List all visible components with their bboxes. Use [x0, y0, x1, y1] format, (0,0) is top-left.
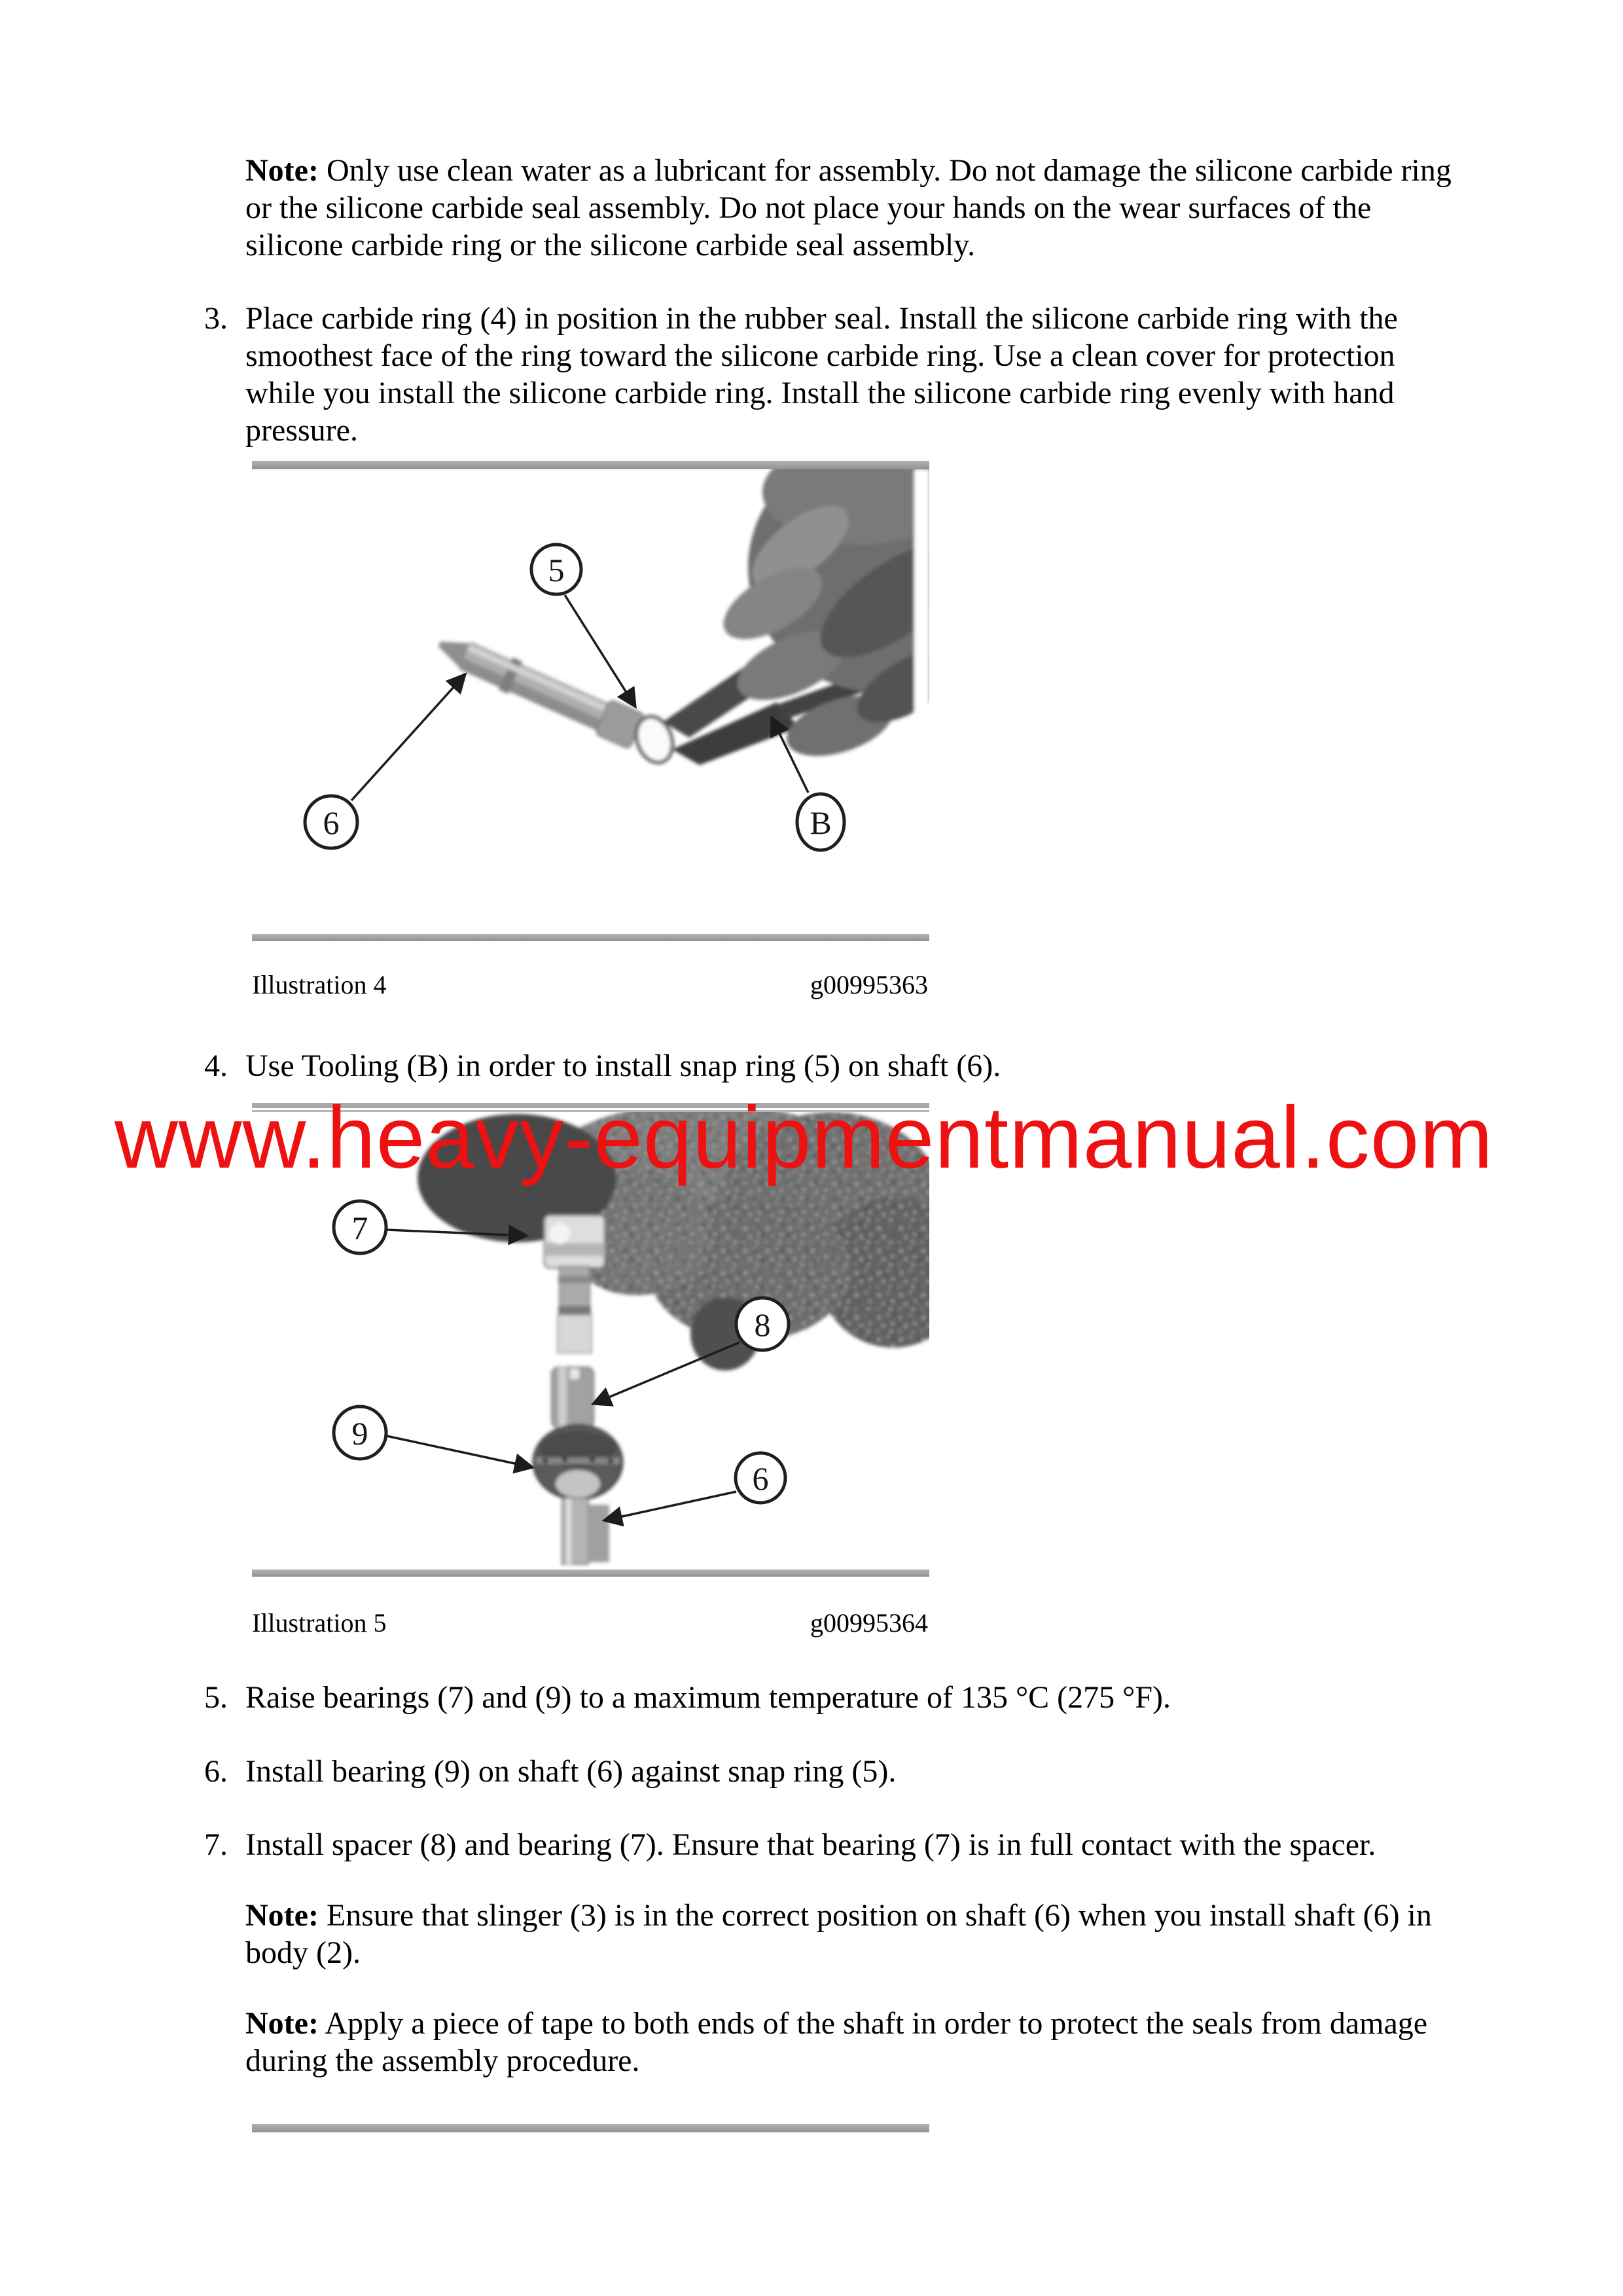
callout-label-5: 5 — [548, 552, 565, 588]
list-item-text: Use Tooling (B) in order to install snap ring (5) on shaft (6). — [245, 1049, 1001, 1083]
note-label: Note: — [245, 153, 319, 188]
list-item-3 — [204, 300, 1456, 449]
figure4-bottom-rule — [252, 934, 929, 941]
note-paragraph-3 — [245, 2005, 1456, 2079]
callout-label-6b: 6 — [752, 1460, 769, 1497]
note-text: Only use clean water as a lubricant for assembly. Do not damage the silicone carbide ring or the silicone carbide seal assembly. Do not place your hands on the wear surfaces of the silicone carbide ring or the silicone carbide seal assembly. — [245, 153, 1452, 262]
list-item-4 — [204, 1047, 1456, 1085]
list-item-number: 5. — [204, 1680, 228, 1715]
callout-label-8: 8 — [754, 1306, 771, 1343]
figure4-caption-row — [252, 971, 928, 999]
list-item-number: 6. — [204, 1754, 228, 1789]
list-item-text: Raise bearings (7) and (9) to a maximum temperature of 135 °C (275 °F). — [245, 1680, 1171, 1715]
figure4-top-rule — [252, 461, 929, 469]
list-item-text: Place carbide ring (4) in position in the rubber seal. Install the silicone carbide ring with the smoothest face of the ring toward the silicone carbide ring. Use a clean cover for protection while you install the silicone carbide ring. Install the silicone carbide ring evenly with hand pressure. — [245, 301, 1398, 448]
figure5-caption-row — [252, 1609, 928, 1638]
list-item-text: Install spacer (8) and bearing (7). Ensure that bearing (7) is in full contact with the spacer. — [245, 1827, 1376, 1862]
figure5-code: g00995364 — [810, 1608, 928, 1638]
figure5-bottom-rule — [252, 1570, 929, 1577]
callout-label-9: 9 — [351, 1415, 368, 1452]
list-item-number: 7. — [204, 1827, 228, 1862]
figure5-caption: Illustration 5 — [252, 1608, 387, 1638]
note-label: Note: — [245, 1898, 319, 1933]
list-item-6 — [204, 1753, 1456, 1790]
figure4-image — [252, 469, 929, 934]
figure4-code: g00995363 — [810, 970, 928, 999]
callout-label-7: 7 — [351, 1210, 368, 1246]
shaft-6-shape — [431, 626, 645, 749]
note-text: Apply a piece of tape to both ends of the shaft in order to protect the seals from damage during the assembly procedure. — [245, 2006, 1428, 2078]
note-label: Note: — [245, 2006, 319, 2041]
watermark-text: www.heavy-equipmentmanual.com — [115, 1089, 1493, 1187]
list-item-number: 4. — [204, 1049, 228, 1083]
note-paragraph-2 — [245, 1897, 1456, 1971]
note-text: Ensure that slinger (3) is in the correct position on shaft (6) when you install shaft (6) in body (2). — [245, 1898, 1432, 1970]
list-item-5 — [204, 1679, 1456, 1716]
next-figure-top-rule — [252, 2124, 929, 2132]
list-item-7 — [204, 1826, 1456, 1863]
list-item-number: 3. — [204, 301, 228, 336]
list-item-text: Install bearing (9) on shaft (6) against snap ring (5). — [245, 1754, 897, 1789]
callout-label-6: 6 — [323, 804, 340, 841]
figure4-photo — [431, 469, 929, 934]
note-paragraph-1 — [245, 152, 1456, 264]
figure4-caption: Illustration 4 — [252, 970, 387, 999]
callout-label-B: B — [810, 804, 832, 841]
